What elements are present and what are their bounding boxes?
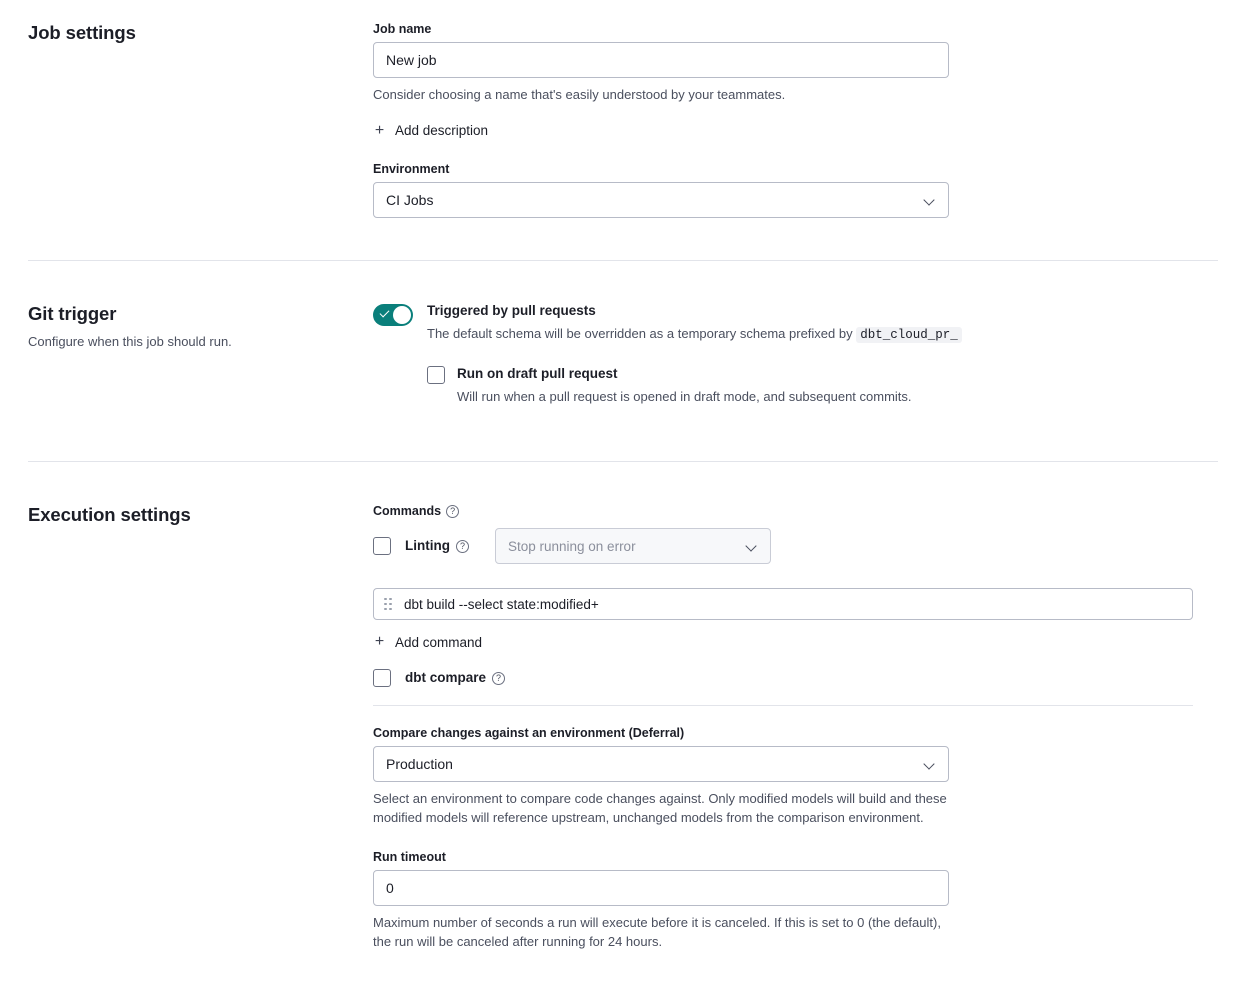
lint-error-behavior-value: Stop running on error (507, 538, 636, 554)
add-description-button[interactable] (373, 123, 488, 139)
job-settings-header (28, 14, 373, 44)
job-name-label-text: Job name (373, 22, 432, 36)
dbt-compare-label-group (405, 670, 505, 686)
run-timeout-label-text: Run timeout (373, 849, 446, 864)
deferral-label (373, 726, 1218, 740)
help-icon-dbt-compare[interactable]: ? (492, 672, 505, 685)
job-settings-form (373, 14, 1218, 218)
deferral-environment-select[interactable] (373, 746, 949, 782)
linting-checkbox[interactable] (373, 537, 391, 555)
plus-icon: + (374, 633, 385, 651)
pull-request-toggle-label: Triggered by pull requests (427, 302, 596, 318)
command-value: dbt build --select state:modified+ (404, 596, 599, 612)
linting-label-group (405, 538, 469, 554)
add-description-label: Add description (395, 123, 489, 139)
command-row[interactable] (373, 588, 1193, 620)
git-trigger-title: Git trigger (28, 302, 117, 324)
chevron-down-icon (924, 194, 936, 206)
page-title: Job settings (28, 22, 136, 43)
execution-settings-title: Execution settings (28, 504, 191, 526)
chevron-down-icon (746, 540, 758, 552)
environment-label (373, 162, 1218, 176)
job-name-helper: Consider choosing a name that's easily understood by your teammates. (373, 87, 786, 102)
commands-label (373, 504, 1218, 518)
pull-request-toggle[interactable] (373, 304, 413, 326)
git-trigger-form (373, 295, 1218, 407)
lint-error-behavior-select[interactable] (495, 528, 771, 564)
run-timeout-label (373, 850, 1218, 864)
run-timeout-value: 0 (386, 879, 394, 896)
deferral-helper: Select an environment to compare code changes against. Only modified models will build and these modified models will reference upstream, unchanged models from the comparison environment. (373, 791, 947, 826)
environment-select[interactable] (373, 182, 949, 218)
add-command-label: Add command (395, 634, 483, 650)
deferral-label-text: Compare changes against an environment (Deferral) (373, 726, 685, 741)
draft-pr-checkbox[interactable] (427, 366, 445, 384)
dbt-compare-label: dbt compare (405, 670, 487, 686)
drag-handle-icon[interactable] (384, 598, 392, 611)
job-settings-section (0, 0, 1246, 218)
environment-value: CI Jobs (386, 191, 434, 208)
git-trigger-section (0, 261, 1246, 407)
job-name-label (373, 22, 1218, 36)
help-icon-linting[interactable]: ? (456, 540, 469, 553)
execution-settings-form (373, 496, 1218, 951)
dbt-compare-row (373, 669, 1218, 687)
pull-request-toggle-desc (427, 325, 962, 344)
draft-pr-label: Run on draft pull request (457, 366, 618, 382)
pull-request-trigger-row (373, 303, 1218, 344)
divider-3 (373, 705, 1193, 706)
linting-label: Linting (405, 538, 450, 554)
dbt-compare-checkbox[interactable] (373, 669, 391, 687)
run-timeout-input[interactable] (373, 870, 949, 906)
execution-settings-header (28, 496, 373, 526)
git-trigger-header (28, 295, 373, 351)
draft-pr-desc: Will run when a pull request is opened in draft mode, and subsequent commits. (457, 389, 912, 405)
execution-settings-section (0, 462, 1246, 951)
plus-icon: + (374, 121, 385, 139)
help-icon-commands[interactable]: ? (446, 505, 459, 518)
deferral-environment-value: Production (386, 756, 453, 773)
job-name-input[interactable] (373, 42, 949, 78)
draft-pr-row (427, 366, 1218, 407)
git-trigger-subtitle: Configure when this job should run. (28, 333, 232, 349)
linting-row (373, 528, 1218, 564)
environment-label-text: Environment (373, 161, 450, 176)
chevron-down-icon (924, 758, 936, 770)
job-name-value: New job (386, 52, 437, 68)
pr-desc-text: The default schema will be overridden as a temporary schema prefixed by (427, 326, 853, 342)
check-icon (380, 307, 390, 317)
add-command-button[interactable] (373, 634, 482, 650)
pr-schema-prefix-code: dbt_cloud_pr_ (856, 327, 962, 343)
toggle-knob (393, 306, 411, 324)
commands-label-text: Commands (373, 504, 442, 519)
run-timeout-helper: Maximum number of seconds a run will execute before it is canceled. If this is set to 0 (the default), the run will be canceled after running for 24 hours. (373, 914, 941, 949)
